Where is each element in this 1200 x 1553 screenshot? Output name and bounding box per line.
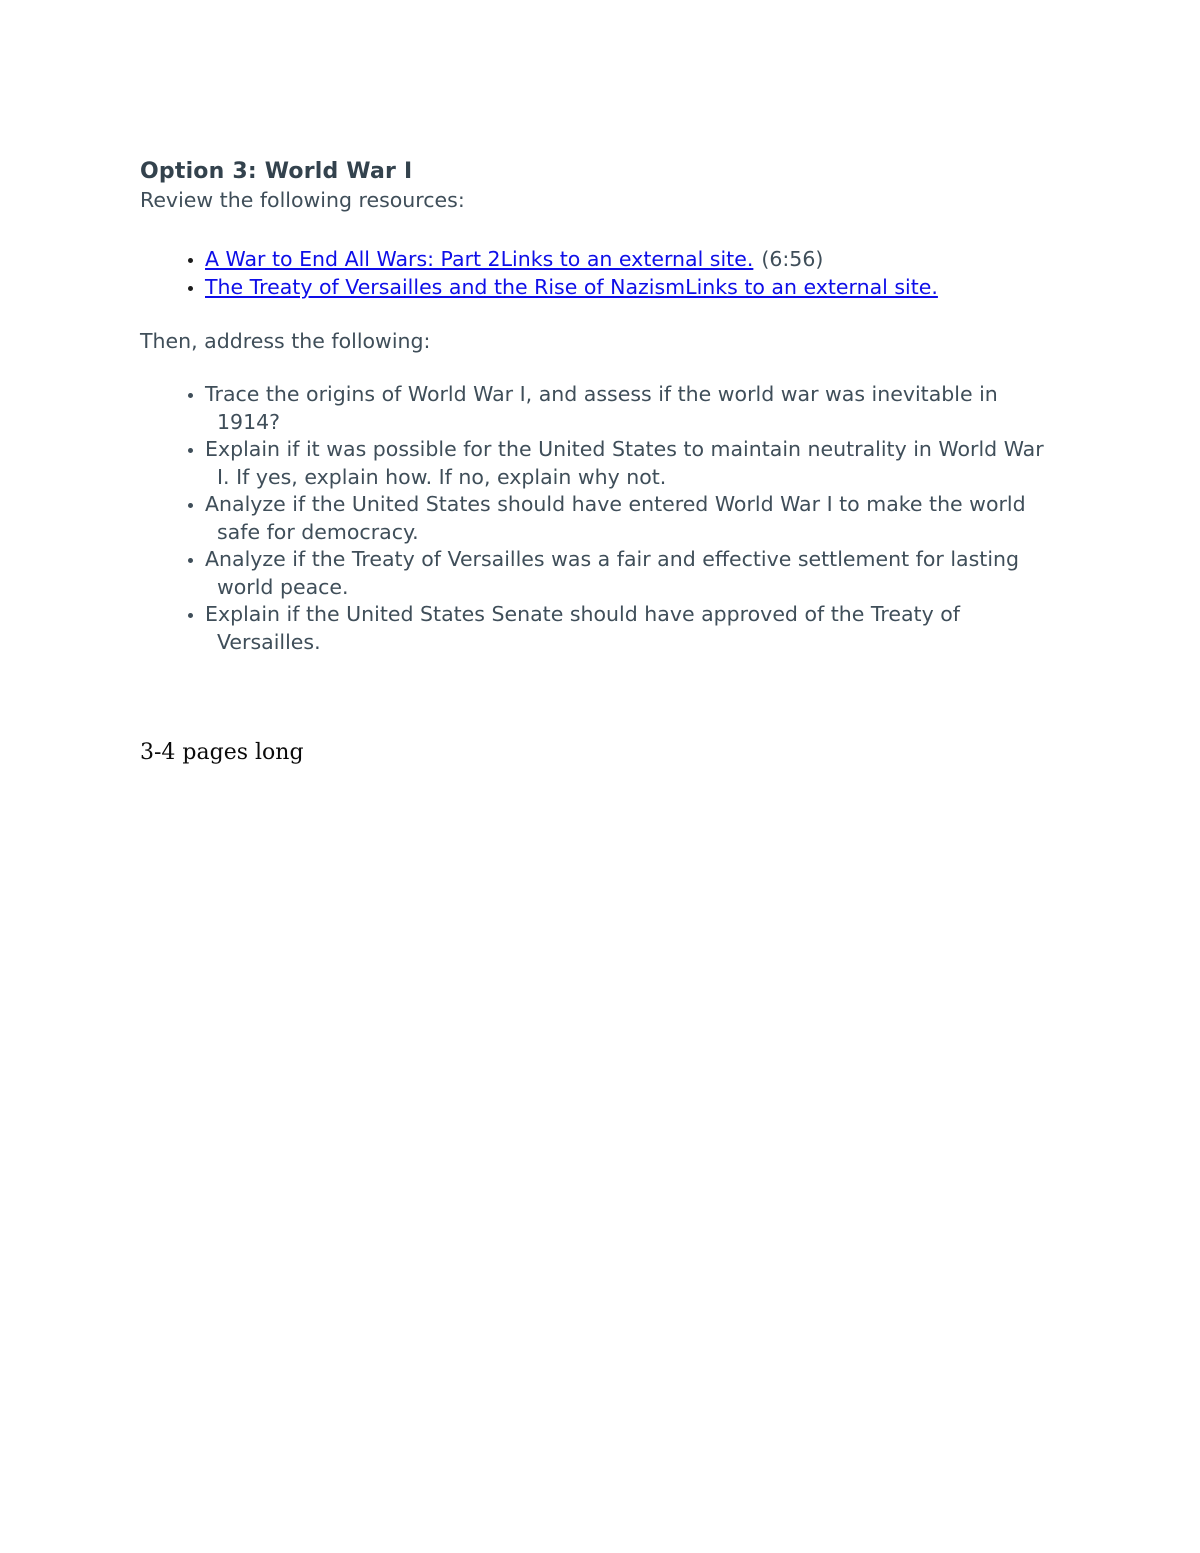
question-item: • Analyze if the United States should have entered World War I to make the world safe for democracy. [205,491,1055,546]
question-item: • Explain if it was possible for the United States to maintain neutrality in World War I. If yes, explain how. If no, explain why not. [205,436,1055,491]
resource-link-treaty-of-versailles[interactable]: The Treaty of Versailles and the Rise of NazismLinks to an external site. [205,275,938,299]
resource-link-war-to-end-all-wars[interactable]: A War to End All Wars: Part 2Links to an external site. [205,247,754,271]
prompt-text: Then, address the following: [140,329,431,353]
intro-text: Review the following resources: [140,188,465,212]
resources-list [140,245,1160,301]
question-item: • Explain if the United States Senate should have approved of the Treaty of Versailles. [205,601,1055,656]
page-title: Option 3: World War I [140,159,413,184]
length-note: 3-4 pages long [140,740,304,765]
resource-item [205,273,1160,301]
video-duration: (6:56) [761,247,824,271]
resource-item [205,245,1160,273]
question-item: • Trace the origins of World War I, and assess if the world war was inevitable in 1914? [205,381,1055,436]
questions-list [140,381,1055,656]
question-item: • Analyze if the Treaty of Versailles was a fair and effective settlement for lasting world peace. [205,546,1055,601]
